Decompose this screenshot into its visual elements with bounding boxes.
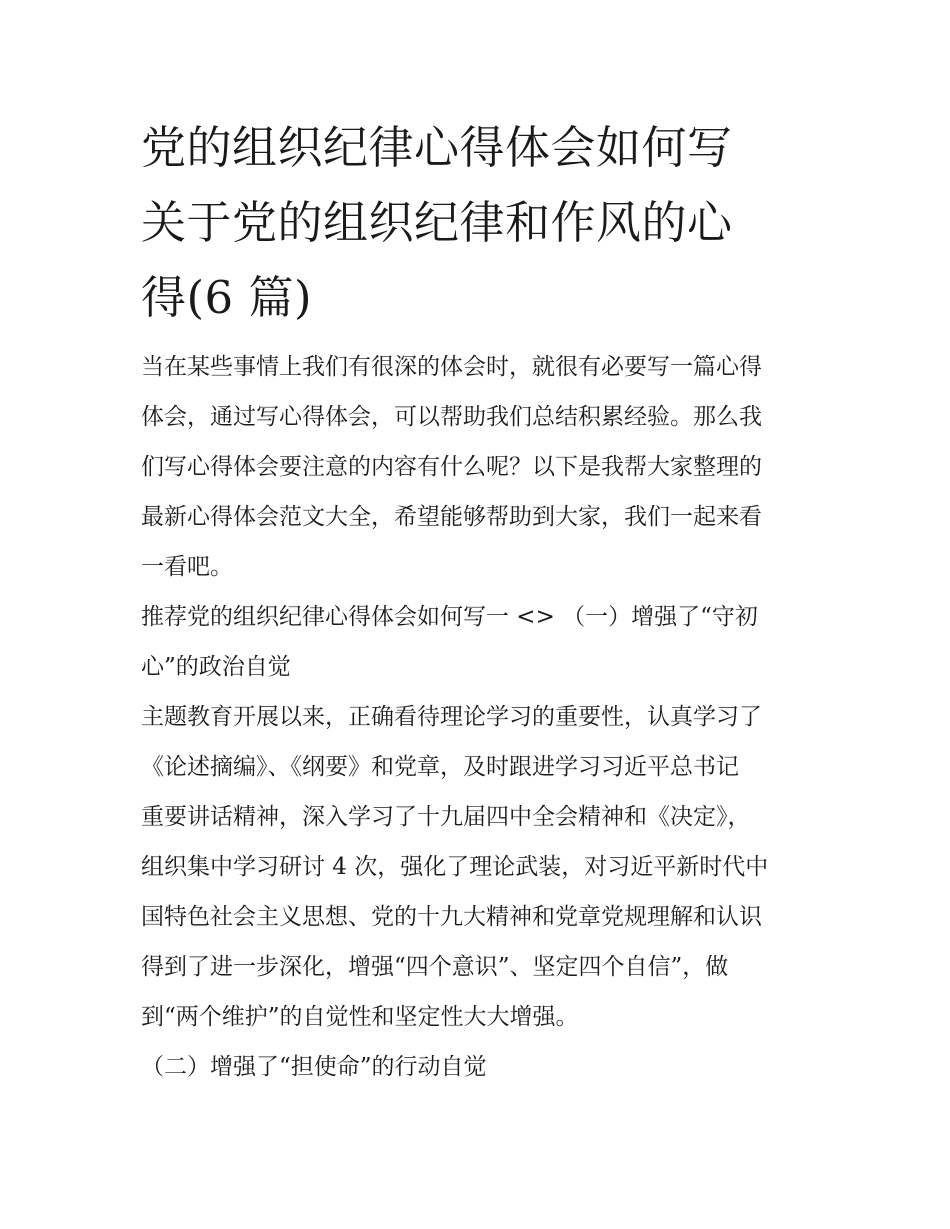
text-line: 当在某些事情上我们有很深的体会时，就很有必要写一篇心得 <box>141 354 762 380</box>
body-paragraph-1 <box>141 692 821 1042</box>
text-line: 《论述摘编》、《纲要》和党章，及时跟进学习习近平总书记 <box>141 754 739 780</box>
text-line: 一看吧。 <box>141 554 233 580</box>
text-line: 国特色社会主义思想、党的十九大精神和党章党规理解和认识 <box>141 904 762 930</box>
intro-paragraph <box>141 342 821 592</box>
text-line: 主题教育开展以来，正确看待理论学习的重要性，认真学习了 <box>141 704 762 730</box>
text-line: （二）增强了“担使命”的行动自觉 <box>141 1054 487 1080</box>
section-heading-1 <box>141 592 821 692</box>
title-line: 党的组织纪律心得体会如何写 <box>141 121 733 174</box>
text-line: 重要讲话精神，深入学习了十九届四中全会精神和《决定》， <box>141 804 751 830</box>
text-line: 到“两个维护”的自觉性和坚定性大大增强。 <box>141 1004 579 1030</box>
text-line: 得到了进一步深化，增强“四个意识”、坚定四个自信”，做 <box>141 954 729 980</box>
document-page <box>141 110 821 1092</box>
text-line: 推荐党的组织纪律心得体会如何写一 <> （一）增强了“守初 <box>141 604 758 630</box>
document-title <box>141 110 821 335</box>
text-line: 体会，通过写心得体会，可以帮助我们总结积累经验。那么我 <box>141 404 762 430</box>
text-line: 组织集中学习研讨 4 次，强化了理论武装，对习近平新时代中 <box>141 854 769 880</box>
text-line: 最新心得体会范文大全，希望能够帮助到大家，我们一起来看 <box>141 504 762 530</box>
text-line: 们写心得体会要注意的内容有什么呢？以下是我帮大家整理的 <box>141 454 762 480</box>
text-line: 心”的政治自觉 <box>141 654 291 680</box>
section-heading-2 <box>141 1042 821 1092</box>
title-line: 得(6 篇) <box>141 271 313 324</box>
title-line: 关于党的组织纪律和作风的心 <box>141 196 733 249</box>
